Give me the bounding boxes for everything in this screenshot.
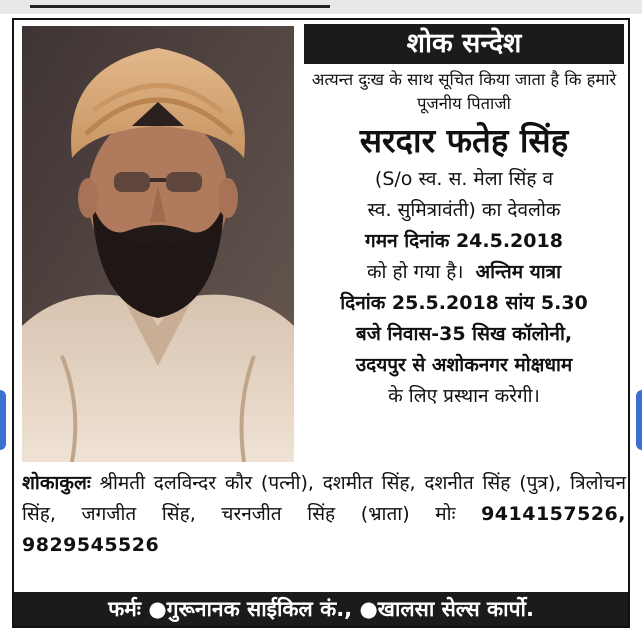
detail-line: गमन दिनांक 24.5.2018 [365,230,563,252]
obituary-notice [12,18,630,628]
detail-line: उदयपुर से अशोकनगर मोक्षधाम [355,354,573,376]
intro-text: अत्यन्त दुःख के साथ सूचित किया जाता है कि हमारे पूजनीय पिताजी [311,70,617,113]
detail-line: स्व. सुमित्रावंती) का देवलोक [367,199,561,221]
mourners-list [22,468,626,561]
deceased-name: सरदार फतेह सिंह [359,121,569,160]
notice-title: शोक सन्देश [304,24,624,64]
detail-line: के लिए प्रस्थान करेगी। [388,385,540,407]
mourners-label: शोकाकुलः [22,472,91,494]
detail-line: (S/o स्व. स. मेला सिंह व [374,168,554,190]
right-nav-edge[interactable] [636,390,642,450]
mourners-names: श्रीमती दलविन्दर कौर (पत्नी), दशमीत सिंह, दशनीत सिंह (पुत्र), त्रिलोचन सिंह, जगजीत सिंह, चरनजीत सिंह (भ्राता) मोः [22,472,626,525]
detail-line: दिनांक 25.5.2018 सांय 5.30 [340,292,588,314]
last-journey-label: अन्तिम यात्रा [475,261,562,283]
contact-phones: 9414157526, 9829545526 [22,503,626,556]
previous-clipping-strip [0,0,642,14]
notice-body [300,68,628,412]
portrait-photo [22,26,294,462]
left-nav-edge[interactable] [0,390,6,450]
notice-details [300,164,628,412]
firm-footer: फर्मः ●गुरूनानक साईकिल कं., ●खालसा सेल्स कार्पो. [14,592,628,626]
detail-line: को हो गया है। अन्तिम यात्रा [366,261,562,283]
portrait-illustration [22,26,294,462]
detail-line: बजे निवास-35 सिख कॉलोनी, [355,323,573,345]
cropped-text-fragment [30,0,330,8]
